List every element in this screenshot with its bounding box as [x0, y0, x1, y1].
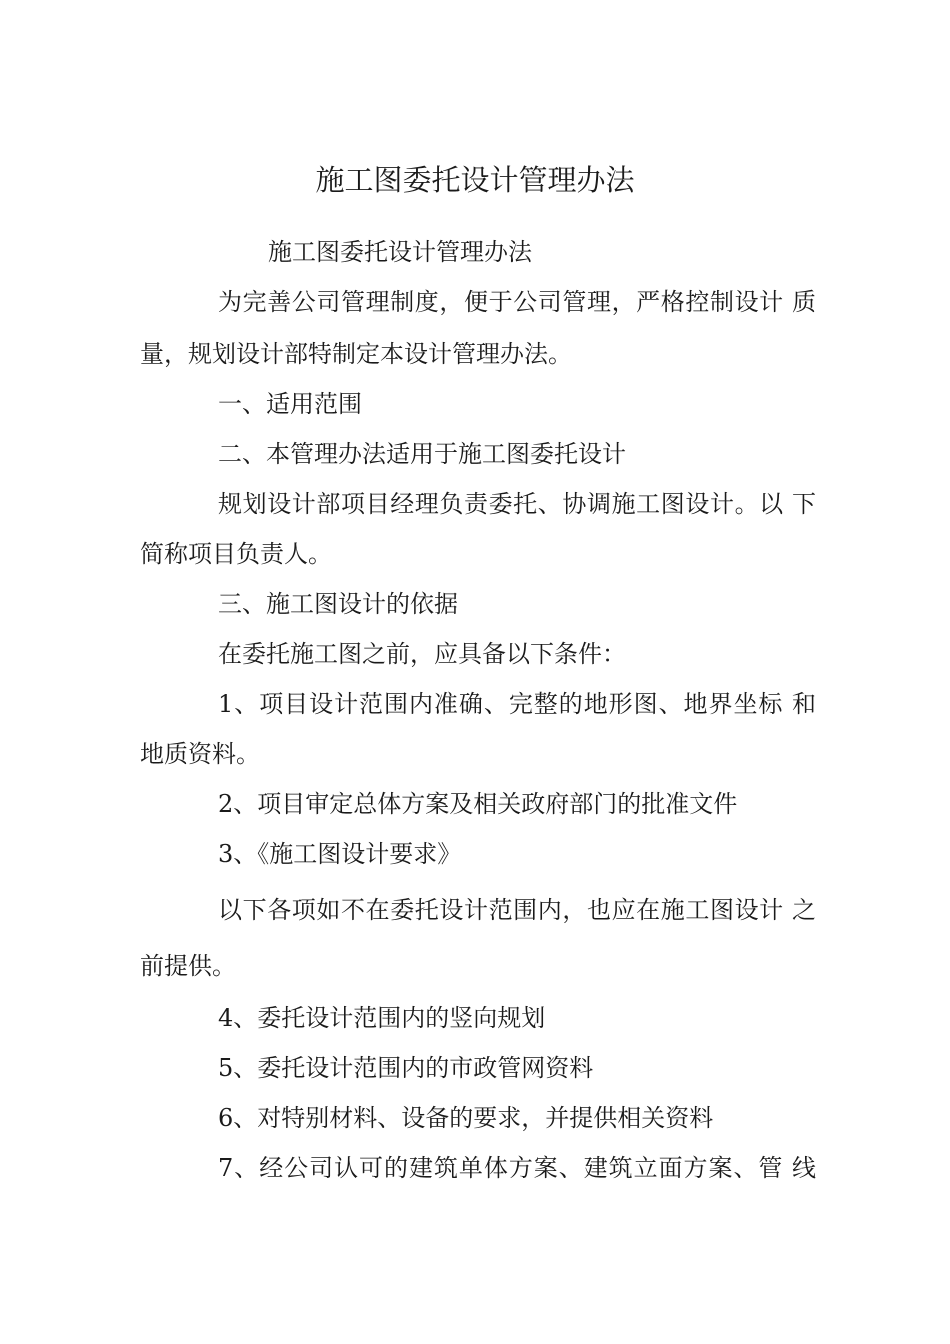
section-heading: 一、适用范围 [218, 390, 362, 418]
list-item: 7、经公司认可的建筑单体方案、建筑立面方案、管 线 [218, 1154, 816, 1182]
list-item: 5、委托设计范围内的市政管网资料 [218, 1054, 594, 1082]
paragraph-line: 在委托施工图之前，应具备以下条件： [218, 640, 626, 668]
list-item: 3、《施工图设计要求》 [218, 840, 462, 868]
paragraph-line: 前提供。 [140, 952, 236, 980]
list-item: 2、项目审定总体方案及相关政府部门的批准文件 [218, 790, 738, 818]
paragraph-line: 规划设计部项目经理负责委托、协调施工图设计。以 下 [218, 490, 816, 518]
document-title: 施工图委托设计管理办法 [315, 163, 635, 197]
list-item: 4、委托设计范围内的竖向规划 [218, 1004, 546, 1032]
list-item: 6、对特别材料、设备的要求，并提供相关资料 [218, 1104, 714, 1132]
paragraph-line: 量，规划设计部特制定本设计管理办法。 [140, 340, 572, 368]
section-heading: 二、本管理办法适用于施工图委托设计 [218, 440, 626, 468]
section-heading: 三、施工图设计的依据 [218, 590, 458, 618]
document-subtitle: 施工图委托设计管理办法 [268, 238, 532, 266]
paragraph-line: 为完善公司管理制度，便于公司管理，严格控制设计 质 [218, 288, 816, 316]
list-item-continuation: 地质资料。 [140, 740, 260, 768]
paragraph-line: 简称项目负责人。 [140, 540, 332, 568]
list-item: 1、项目设计范围内准确、完整的地形图、地界坐标 和 [218, 690, 816, 718]
paragraph-line: 以下各项如不在委托设计范围内，也应在施工图设计 之 [218, 896, 816, 924]
